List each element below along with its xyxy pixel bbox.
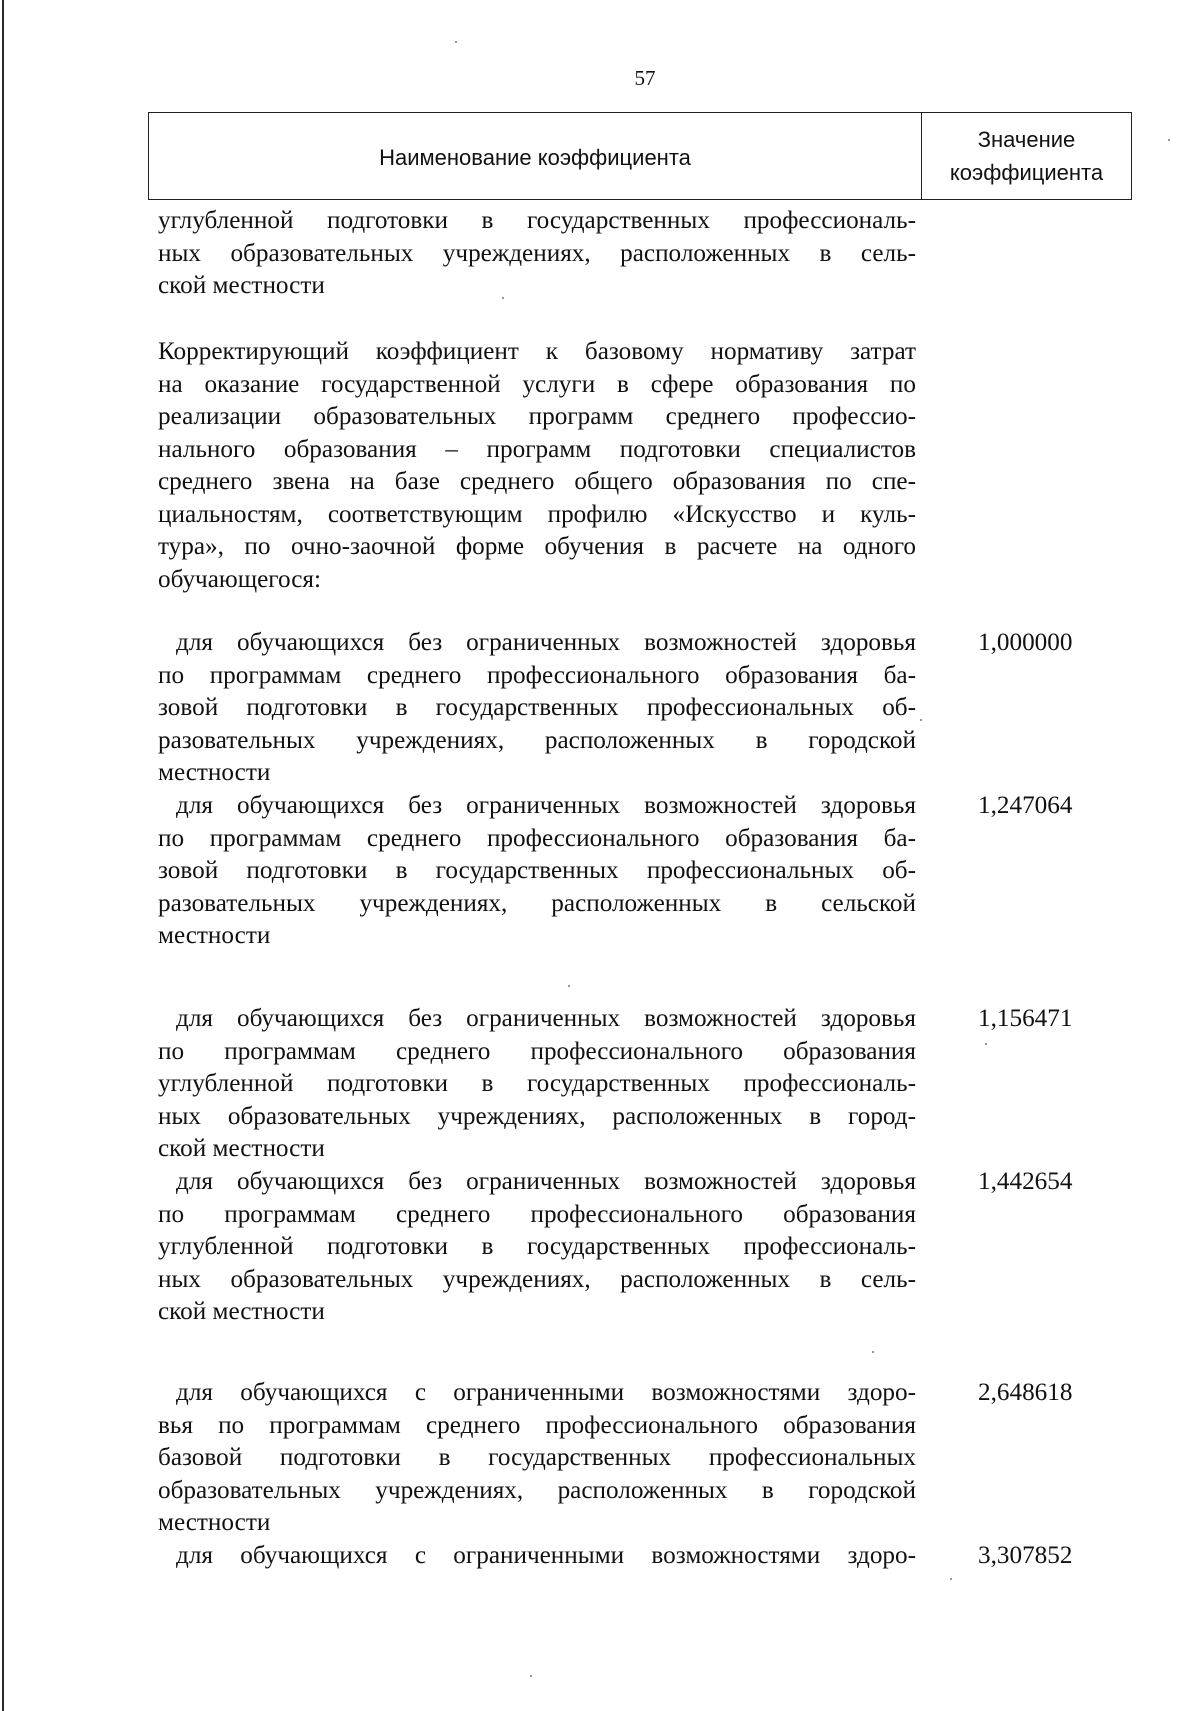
coefficient-value-1: 1,000000 — [978, 629, 1073, 656]
text-line: обучающегося: — [158, 565, 321, 593]
header-value-line1: Значение — [977, 127, 1076, 152]
text-line: ных образовательных учреждениях, расположенных в сель- — [158, 239, 916, 267]
text-line: по программам среднего профессионального образования ба- — [158, 824, 916, 852]
text-line: разовательных учреждениях, расположенных в городской — [158, 726, 916, 754]
text-line: тура», по очно-заочной форме обучения в расчете на одного — [158, 533, 916, 560]
text-line: углубленной подготовки в государственных профессиональ- — [158, 1070, 916, 1097]
coefficient-row-1 — [158, 627, 916, 790]
text-line: ных образовательных учреждениях, расположенных в сель- — [158, 1265, 916, 1293]
text-line: по программам среднего профессионального образования — [158, 1200, 916, 1228]
coefficient-row-2 — [158, 790, 916, 953]
text-line: среднего звена на базе среднего общего образования по спе- — [158, 468, 916, 495]
scan-speck — [920, 719, 922, 721]
coefficient-row-3 — [158, 1003, 916, 1166]
text-line: ской местности — [158, 1298, 325, 1325]
text-line: для обучающихся с ограниченными возможностями здоро- — [176, 1379, 916, 1406]
text-line: разовательных учреждениях, расположенных в сельской — [158, 889, 916, 917]
text-line: местности — [158, 1509, 271, 1536]
header-value-line2: коэффициента — [949, 160, 1104, 185]
coefficient-row-5 — [158, 1377, 916, 1540]
scan-speck — [502, 297, 504, 299]
text-line: ных образовательных учреждениях, расположенных в город- — [158, 1102, 916, 1130]
text-line: Корректирующий коэффициент к базовому нормативу затрат — [158, 338, 916, 365]
continuation-text — [158, 205, 916, 303]
text-line: по программам среднего профессионального образования — [158, 1037, 916, 1065]
scan-speck — [1168, 139, 1170, 141]
coefficient-value-2: 1,247064 — [978, 792, 1073, 819]
text-line: зовой подготовки в государственных профессиональных об- — [158, 694, 916, 721]
text-line: углубленной подготовки в государственных профессиональ- — [158, 1233, 916, 1260]
text-line: ской местности — [158, 1135, 325, 1162]
table-header — [148, 112, 1132, 200]
text-line: для обучающихся без ограниченных возможностей здоровья — [176, 629, 916, 656]
text-line: на оказание государственной услуги в сфере образования по — [158, 370, 916, 398]
scan-speck — [985, 1043, 987, 1045]
scan-speck — [530, 1675, 532, 1677]
intro-paragraph — [158, 336, 916, 596]
text-line: для обучающихся с ограниченными возможностями здоро- — [176, 1542, 916, 1569]
text-line: для обучающихся без ограниченных возможностей здоровья — [176, 792, 916, 819]
header-value-column — [922, 113, 1131, 199]
text-line: ской местности — [158, 272, 325, 299]
scan-edge — [2, 0, 4, 1711]
scan-speck — [568, 985, 570, 987]
text-line: зовой подготовки в государственных профессиональных об- — [158, 857, 916, 884]
coefficient-row-6 — [158, 1540, 916, 1573]
text-line: для обучающихся без ограниченных возможностей здоровья — [176, 1168, 916, 1195]
header-name-column: Наименование коэффициента — [149, 113, 922, 199]
text-line: для обучающихся без ограниченных возможностей здоровья — [176, 1005, 916, 1032]
coefficient-value-3: 1,156471 — [978, 1005, 1073, 1032]
scan-speck — [950, 1578, 952, 1580]
text-line: местности — [158, 759, 271, 786]
text-line: реализации образовательных программ среднего профессио- — [158, 403, 916, 430]
coefficient-value-4: 1,442654 — [978, 1168, 1073, 1195]
text-line: по программам среднего профессионального образования ба- — [158, 661, 916, 689]
coefficient-value-6: 3,307852 — [978, 1542, 1073, 1569]
coefficient-value-5: 2,648618 — [978, 1379, 1073, 1406]
text-line: циальностям, соответствующим профилю «Искусство и куль- — [158, 500, 916, 528]
text-line: нального образования – программ подготовки специалистов — [158, 435, 916, 463]
text-line: углубленной подготовки в государственных профессиональ- — [158, 207, 916, 234]
page-number: 57 — [634, 66, 656, 90]
text-line: базовой подготовки в государственных профессиональных — [158, 1444, 916, 1471]
text-line: местности — [158, 922, 271, 949]
coefficient-row-4 — [158, 1166, 916, 1329]
scan-speck — [455, 41, 457, 43]
scan-speck — [872, 1351, 874, 1353]
text-line: вья по программам среднего профессионального образования — [158, 1411, 916, 1439]
text-line: образовательных учреждениях, расположенных в городской — [158, 1476, 916, 1504]
